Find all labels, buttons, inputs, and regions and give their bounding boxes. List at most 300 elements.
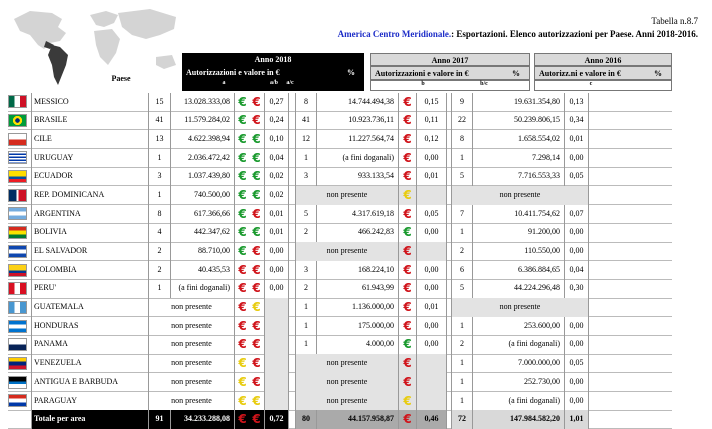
pct-2018 [265,392,289,411]
value-2018: 13.028.333,08 [171,93,235,112]
country-name: BOLIVIA [31,223,149,242]
not-present-2017: non presente [295,186,399,205]
euro-icon: € [238,150,247,165]
euro-icon: € [403,412,412,427]
pct-2016: 0,00 [565,392,589,411]
count-2018: 1 [149,279,171,298]
value-2017: 61.943,99 [317,279,399,298]
euro-icon: € [403,113,412,128]
value-2016: 253.600,00 [473,317,565,336]
pct-2017 [417,354,447,373]
table-row [8,168,672,187]
value-2017: 466.242,83 [317,223,399,242]
pct-2018: 0,04 [265,149,289,168]
icons-2018 [235,354,265,373]
count-2017: 2 [295,223,317,242]
icons-2017 [399,149,417,168]
euro-icon: € [238,187,247,202]
pct-2016: 0,00 [565,335,589,354]
table-row [8,317,672,336]
count-2018: 4 [149,223,171,242]
icons-2018 [235,205,265,224]
count-2016: 7 [451,205,473,224]
euro-icon: € [403,225,412,240]
brazil-flag-icon [8,114,27,127]
euro-icon: € [403,187,412,202]
euro-icon: € [252,187,261,202]
euro-icon: € [252,412,261,427]
euro-icon: € [403,393,412,408]
year-2016-header [534,53,672,91]
antigua-barbuda-flag-icon [8,376,27,389]
value-2016: 91.200,00 [473,223,565,242]
country-name: COLOMBIA [31,261,149,280]
count-2017: 2 [295,279,317,298]
icons-2018 [235,335,265,354]
value-2016: 7.298,14 [473,149,565,168]
count-2017: 41 [295,111,317,130]
country-name: BRASILE [31,111,149,130]
year-2017-sub: Autorizzazioni e valore in € [375,69,469,78]
value-2018: (a fini doganali) [171,279,235,298]
year-2016-sub: Autorizz.ni e valore in € [539,69,621,78]
value-2017: 4.317.619,18 [317,205,399,224]
euro-icon: € [238,300,247,315]
count-2016: 6 [451,261,473,280]
euro-icon: € [238,225,247,240]
pct-2017: 0,01 [417,167,447,186]
euro-icon: € [403,337,412,352]
count-2018: 1 [149,149,171,168]
value-2017: 10.923.736,11 [317,111,399,130]
year-2016-label: Anno 2016 [534,53,672,66]
count-2016: 2 [451,335,473,354]
euro-icon: € [238,244,247,258]
euro-icon: € [403,374,412,389]
euro-icon: € [252,113,261,128]
pct-2016: 0,04 [565,261,589,280]
value-2018: 4.622.398,94 [171,130,235,149]
pct-2018 [265,373,289,392]
euro-icon: € [403,150,412,165]
count-2016: 5 [451,167,473,186]
icons-2018 [235,317,265,336]
year-2018-pct: % [347,68,355,77]
pct-2018: 0,10 [265,130,289,149]
country-name: PANAMA [31,335,149,354]
value-2016: 19.631.354,80 [473,93,565,112]
value-2017: 168.224,10 [317,261,399,280]
table-row [8,112,672,131]
count-2018: 2 [149,261,171,280]
value-2016: 110.550,00 [473,242,565,261]
dominican-republic-flag-icon [8,189,27,202]
pct-2018: 0,00 [265,242,289,261]
col-letter-bc: b/c [480,81,488,87]
pct-2018: 0,00 [265,261,289,280]
table-row [8,299,672,318]
total-count-2017: 80 [295,410,317,429]
euro-icon: € [252,374,261,389]
pct-2016: 0,00 [565,223,589,242]
table-row [8,130,672,149]
euro-icon: € [238,412,247,427]
euro-icon: € [403,318,412,333]
euro-icon: € [252,169,261,184]
icons-2017 [399,317,417,336]
not-present-2017: non presente [295,373,399,392]
colombia-flag-icon [8,264,27,277]
euro-icon: € [238,393,247,408]
not-present-2018: non presente [149,354,235,373]
year-2017-header [370,53,530,91]
value-2017: 1.136.000,00 [317,298,399,317]
not-present-2016: non presente [451,298,589,317]
euro-icon: € [252,244,261,258]
icons-2017 [399,242,417,261]
euro-icon: € [252,131,261,146]
icons-2017 [399,335,417,354]
euro-icon: € [252,356,261,371]
euro-icon: € [238,281,247,296]
icons-2017 [399,261,417,280]
argentina-flag-icon [8,207,27,220]
value-2016: 50.239.806,15 [473,111,565,130]
icons-2017 [399,167,417,186]
total-count-2018: 91 [149,410,171,429]
total-value-2017: 44.157.958,87 [317,410,399,429]
pct-2017 [417,186,447,205]
pct-2016: 0,00 [565,149,589,168]
pct-2016: 0,01 [565,130,589,149]
euro-icon: € [252,225,261,240]
pct-2017 [417,242,447,261]
pct-2016: 0,00 [565,373,589,392]
count-2018: 13 [149,130,171,149]
euro-icon: € [238,206,247,221]
table-row [8,149,672,168]
value-2018: 11.579.284,02 [171,111,235,130]
icons-2018 [235,111,265,130]
total-row [8,411,672,429]
euro-icon: € [252,262,261,277]
country-name: ECUADOR [31,167,149,186]
table-row [8,243,672,262]
value-2016: 7.716.553,33 [473,167,565,186]
euro-icon: € [403,206,412,221]
euro-icon: € [238,131,247,146]
col-letter-ab: a/b [269,80,278,86]
value-2017: 933.133,54 [317,167,399,186]
year-2018-header [182,53,364,91]
value-2018: 40.435,53 [171,261,235,280]
pct-2016: 0,13 [565,93,589,112]
icons-2018 [235,223,265,242]
icons-2017 [399,111,417,130]
total-pct-2017: 0,46 [417,410,447,429]
country-table [8,93,672,429]
icons-2018 [235,261,265,280]
icons-2017 [399,279,417,298]
table-row [8,336,672,355]
value-2018: 442.347,62 [171,223,235,242]
pct-2018: 0,24 [265,111,289,130]
pct-2017: 0,00 [417,317,447,336]
icons-2018 [235,167,265,186]
country-name: ARGENTINA [31,205,149,224]
panama-flag-icon [8,338,27,351]
pct-2017: 0,00 [417,261,447,280]
country-name: PERU' [31,279,149,298]
count-2016: 2 [451,242,473,261]
count-2016: 1 [451,392,473,411]
pct-2018: 0,02 [265,186,289,205]
count-2016: 9 [451,93,473,112]
pct-2017 [417,373,447,392]
table-row [8,373,672,392]
pct-2017: 0,00 [417,279,447,298]
euro-icon: € [252,337,261,352]
value-2016: (a fini doganali) [473,335,565,354]
country-name: REP. DOMINICANA [31,186,149,205]
pct-2017: 0,12 [417,130,447,149]
pct-2016: 0,30 [565,279,589,298]
icons-2017 [399,223,417,242]
not-present-2018: non presente [149,317,235,336]
icons-2018 [235,186,265,205]
value-2016: 44.224.296,48 [473,279,565,298]
count-2016: 5 [451,279,473,298]
euro-icon: € [238,169,247,184]
year-2018-sub: Autorizzazioni e valore in € [186,68,280,77]
value-2016: 252.730,00 [473,373,565,392]
table-title [338,29,698,39]
col-letter-c: c [589,81,593,87]
not-present-2017: non presente [295,392,399,411]
not-present-2016: non presente [451,186,589,205]
year-2017-label: Anno 2017 [370,53,530,66]
ecuador-flag-icon [8,170,27,183]
count-2018: 41 [149,111,171,130]
country-name: HONDURAS [31,317,149,336]
col-letter-b: b [421,81,425,87]
icons-2018 [235,373,265,392]
euro-icon: € [238,318,247,333]
total-pct-2018: 0,72 [265,410,289,429]
total-label: Totale per area [31,410,149,429]
icons-2017 [399,93,417,112]
count-2017: 3 [295,261,317,280]
euro-icon: € [252,206,261,221]
honduras-flag-icon [8,320,27,333]
icons-2018 [235,279,265,298]
count-2017: 1 [295,298,317,317]
euro-icon: € [403,300,412,315]
value-2016: 6.386.884,65 [473,261,565,280]
pct-2016: 0,00 [565,317,589,336]
icons-2017 [399,186,417,205]
count-2018: 3 [149,167,171,186]
country-name: URUGUAY [31,149,149,168]
pct-2017 [417,392,447,411]
year-2017-pct: % [512,69,520,78]
count-2016: 1 [451,373,473,392]
pct-2018: 0,01 [265,223,289,242]
euro-icon: € [238,374,247,389]
table-row [8,186,672,205]
value-2018: 740.500,00 [171,186,235,205]
country-name: ANTIGUA E BARBUDA [31,373,149,392]
icons-2018 [235,392,265,411]
count-2016: 1 [451,223,473,242]
col-letter-a: a [222,80,226,86]
pct-2018 [265,317,289,336]
not-present-2018: non presente [149,373,235,392]
guatemala-flag-icon [8,301,27,314]
not-present-2017: non presente [295,242,399,261]
count-2017: 12 [295,130,317,149]
count-2016: 8 [451,130,473,149]
count-2016: 22 [451,111,473,130]
pct-2018: 0,02 [265,167,289,186]
pct-2018: 0,27 [265,93,289,112]
paese-header: Paese [111,74,131,83]
table-row [8,205,672,224]
icons-2018 [235,149,265,168]
pct-2017: 0,05 [417,205,447,224]
euro-icon: € [252,318,261,333]
not-present-2017: non presente [295,354,399,373]
euro-icon: € [403,281,412,296]
pct-2018 [265,354,289,373]
pct-2016: 0,34 [565,111,589,130]
euro-icon: € [403,244,412,258]
table-row [8,355,672,374]
paraguay-flag-icon [8,394,27,407]
col-letter-ac: a/c [286,80,294,86]
pct-2016: 0,00 [565,242,589,261]
not-present-2018: non presente [149,335,235,354]
country-name: PARAGUAY [31,392,149,411]
pct-2017: 0,01 [417,298,447,317]
total-pct-2016: 1,01 [565,410,589,429]
euro-icon: € [403,262,412,277]
venezuela-flag-icon [8,357,27,370]
value-2017: 11.227.564,74 [317,130,399,149]
country-name: VENEZUELA [31,354,149,373]
not-present-2018: non presente [149,298,235,317]
total-count-2016: 72 [451,410,473,429]
total-icons-2018 [235,410,265,429]
icons-2018 [235,242,265,261]
count-2018: 2 [149,242,171,261]
icons-2017 [399,298,417,317]
table-row [8,392,672,411]
pct-2018: 0,00 [265,279,289,298]
pct-2017: 0,00 [417,149,447,168]
mexico-flag-icon [8,95,27,108]
euro-icon: € [403,131,412,146]
bolivia-flag-icon [8,226,27,239]
value-2018: 88.710,00 [171,242,235,261]
euro-icon: € [252,300,261,315]
total-value-2016: 147.984.582,20 [473,410,565,429]
count-2017: 5 [295,205,317,224]
value-2016: 1.658.554,02 [473,130,565,149]
count-2017: 8 [295,93,317,112]
pct-2016: 0,05 [565,167,589,186]
pct-2016: 0,07 [565,205,589,224]
not-present-2018: non presente [149,392,235,411]
total-icons-2017 [399,410,417,429]
uruguay-flag-icon [8,151,27,164]
value-2017: (a fini doganali) [317,149,399,168]
pct-2017: 0,11 [417,111,447,130]
peru-flag-icon [8,282,27,295]
total-value-2018: 34.233.288,08 [171,410,235,429]
euro-icon: € [252,393,261,408]
euro-icon: € [403,94,412,109]
table-row [8,224,672,243]
icons-2017 [399,205,417,224]
pct-2017: 0,15 [417,93,447,112]
year-2016-pct: % [654,69,662,78]
pct-2018 [265,298,289,317]
value-2017: 14.744.494,38 [317,93,399,112]
country-name: CILE [31,130,149,149]
pct-2018 [265,335,289,354]
euro-icon: € [252,94,261,109]
area-name: America Centro Meridionale. [337,29,452,39]
euro-icon: € [403,356,412,371]
value-2018: 617.366,66 [171,205,235,224]
value-2016: 7.000.000,00 [473,354,565,373]
count-2018: 1 [149,186,171,205]
count-2017: 3 [295,167,317,186]
value-2018: 2.036.472,42 [171,149,235,168]
country-name: EL SALVADOR [31,242,149,261]
table-ref: Tabella n.8.7 [651,16,698,26]
pct-2018: 0,01 [265,205,289,224]
icons-2018 [235,93,265,112]
el-salvador-flag-icon [8,245,27,258]
pct-2017: 0,00 [417,335,447,354]
euro-icon: € [238,337,247,352]
value-2018: 1.037.439,80 [171,167,235,186]
euro-icon: € [238,113,247,128]
chile-flag-icon [8,133,27,146]
icons-2017 [399,373,417,392]
country-name: MESSICO [31,93,149,112]
icons-2017 [399,354,417,373]
year-2018-label: Anno 2018 [182,53,364,66]
icons-2017 [399,392,417,411]
value-2016: 10.411.754,62 [473,205,565,224]
count-2017: 1 [295,149,317,168]
value-2017: 4.000,00 [317,335,399,354]
count-2016: 1 [451,354,473,373]
value-2017: 175.000,00 [317,317,399,336]
count-2017: 1 [295,317,317,336]
count-2016: 1 [451,149,473,168]
value-2016: (a fini doganali) [473,392,565,411]
count-2018: 15 [149,93,171,112]
icons-2018 [235,298,265,317]
count-2016: 1 [451,317,473,336]
euro-icon: € [238,262,247,277]
euro-icon: € [403,169,412,184]
euro-icon: € [252,281,261,296]
